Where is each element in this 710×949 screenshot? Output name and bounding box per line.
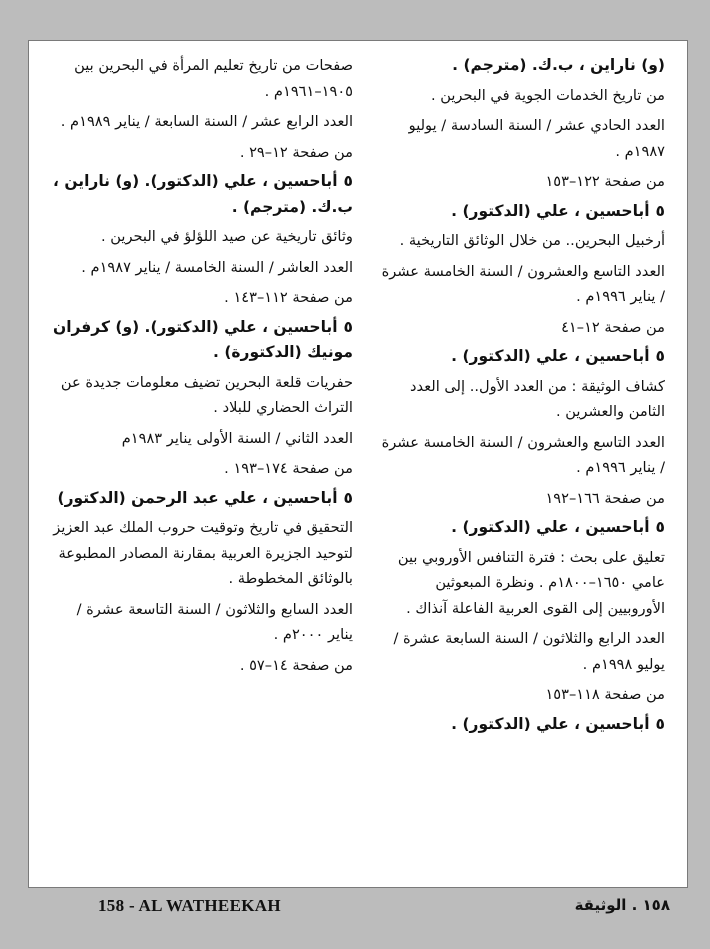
entry-author: أباحسين ، علي (الدكتور). (و) كرفران مونيك (الدكتورة) . bbox=[52, 317, 353, 361]
bullet-icon: ٥ bbox=[655, 201, 665, 220]
bibliography-entry bbox=[51, 486, 353, 679]
entry-author: أباحسين ، علي (الدكتور) . bbox=[451, 714, 650, 733]
entry-pages: من صفحة ١٢–٤١ bbox=[561, 318, 665, 336]
footer-page-label-latin: 158 - AL WATHEEKAH bbox=[98, 896, 281, 915]
entry-author: أباحسين ، علي (الدكتور). (و) ناراين ، ب.ك. (مترجم) . bbox=[53, 172, 353, 216]
entry-issue: العدد العاشر / السنة الخامسة / يناير ١٩٨٧م . bbox=[81, 258, 353, 276]
bibliography-entry bbox=[51, 169, 353, 311]
bullet-icon: ٥ bbox=[343, 488, 353, 507]
bullet-icon: ٥ bbox=[343, 317, 353, 336]
bibliography-entry bbox=[375, 53, 665, 195]
entry-title: صفحات من تاريخ تعليم المرأة في البحرين بين ١٩٠٥–١٩٦١م . bbox=[74, 57, 353, 100]
bullet-icon: ٥ bbox=[655, 714, 665, 733]
bibliography-entry bbox=[51, 315, 353, 482]
entry-author: أباحسين ، علي عبد الرحمن (الدكتور) bbox=[57, 488, 338, 507]
entry-issue: العدد التاسع والعشرون / السنة الخامسة عشرة / يناير ١٩٩٦م . bbox=[381, 433, 665, 476]
entry-title: التحقيق في تاريخ وتوقيت حروب الملك عبد العزيز لتوحيد الجزيرة العربية بمقارنة المصادر المطبوعة بالوثائق المخطوطة . bbox=[53, 519, 353, 587]
bibliography-entry bbox=[375, 344, 665, 511]
entry-pages: من صفحة ١٤–٥٧ . bbox=[239, 656, 353, 674]
entry-author: أباحسين ، علي (الدكتور) . bbox=[451, 518, 650, 536]
entry-author-line bbox=[375, 515, 665, 541]
entry-pages: من صفحة ١٢–٢٩ . bbox=[239, 143, 353, 161]
entry-author: أباحسين ، علي (الدكتور) . bbox=[451, 347, 650, 365]
entry-author-line bbox=[51, 486, 353, 512]
page-frame bbox=[28, 40, 688, 888]
bibliography-entry bbox=[51, 53, 353, 165]
entry-title: تعليق على بحث : فترة التنافس الأوروبي بين عامي ١٦٥٠–١٨٠٠م . ونظرة المبعوثين الأوروبيين إلى القوى العربية الفاعلة آنذاك . bbox=[397, 548, 665, 617]
entry-issue: العدد الرابع والثلاثون / السنة السابعة عشرة / يوليو ١٩٩٨م . bbox=[393, 630, 665, 673]
entry-pages: من صفحة ١١٢–١٤٣ . bbox=[224, 289, 353, 306]
entry-pages: من صفحة ١١٨–١٥٣ bbox=[545, 686, 665, 703]
entry-title: أرخبيل البحرين.. من خلال الوثائق التاريخية . bbox=[399, 232, 665, 249]
entry-issue: العدد الثاني / السنة الأولى يناير ١٩٨٣م bbox=[121, 429, 353, 447]
right-column bbox=[375, 53, 665, 741]
entry-author-line bbox=[375, 344, 665, 370]
entry-author-line bbox=[51, 315, 353, 366]
bibliography-entry bbox=[375, 515, 665, 708]
bullet-icon: ٥ bbox=[343, 172, 353, 190]
entry-author: أباحسين ، علي (الدكتور) . bbox=[451, 201, 650, 220]
entry-title: كشاف الوثيقة : من العدد الأول.. إلى العدد الثامن والعشرين . bbox=[410, 377, 665, 420]
entry-pages: من صفحة ١٧٤–١٩٣ . bbox=[224, 460, 353, 477]
entry-author-line bbox=[375, 712, 665, 738]
entry-issue: العدد التاسع والعشرون / السنة الخامسة عشرة / يناير ١٩٩٦م . bbox=[381, 262, 665, 305]
bullet-icon: ٥ bbox=[655, 518, 665, 536]
bullet-icon: ٥ bbox=[655, 347, 665, 365]
entry-title: وثائق تاريخية عن صيد اللؤلؤ في البحرين . bbox=[101, 228, 353, 245]
entry-issue: العدد الحادي عشر / السنة السادسة / يوليو ١٩٨٧م . bbox=[408, 117, 665, 160]
bibliography-entry bbox=[375, 199, 665, 341]
entry-author-line bbox=[375, 199, 665, 225]
entry-pages: من صفحة ١٦٦–١٩٢ bbox=[545, 489, 665, 507]
entry-author-line bbox=[51, 169, 353, 220]
page-footer bbox=[0, 896, 710, 920]
entry-author: (و) ناراين ، ب.ك. (مترجم) . bbox=[452, 56, 665, 74]
entry-issue: العدد الرابع عشر / السنة السابعة / يناير ١٩٨٩م . bbox=[60, 113, 353, 130]
entry-pages: من صفحة ١٢٢–١٥٣ bbox=[545, 173, 665, 190]
entry-title: من تاريخ الخدمات الجوية في البحرين . bbox=[430, 86, 665, 104]
left-column bbox=[51, 53, 353, 682]
entry-issue: العدد السابع والثلاثون / السنة التاسعة عشرة / يناير ٢٠٠٠م . bbox=[76, 600, 353, 643]
footer-page-label-arabic: ١٥٨ . الوثيقة bbox=[574, 896, 670, 914]
entry-title: حفريات قلعة البحرين تضيف معلومات جديدة عن التراث الحضاري للبلاد . bbox=[60, 373, 353, 416]
